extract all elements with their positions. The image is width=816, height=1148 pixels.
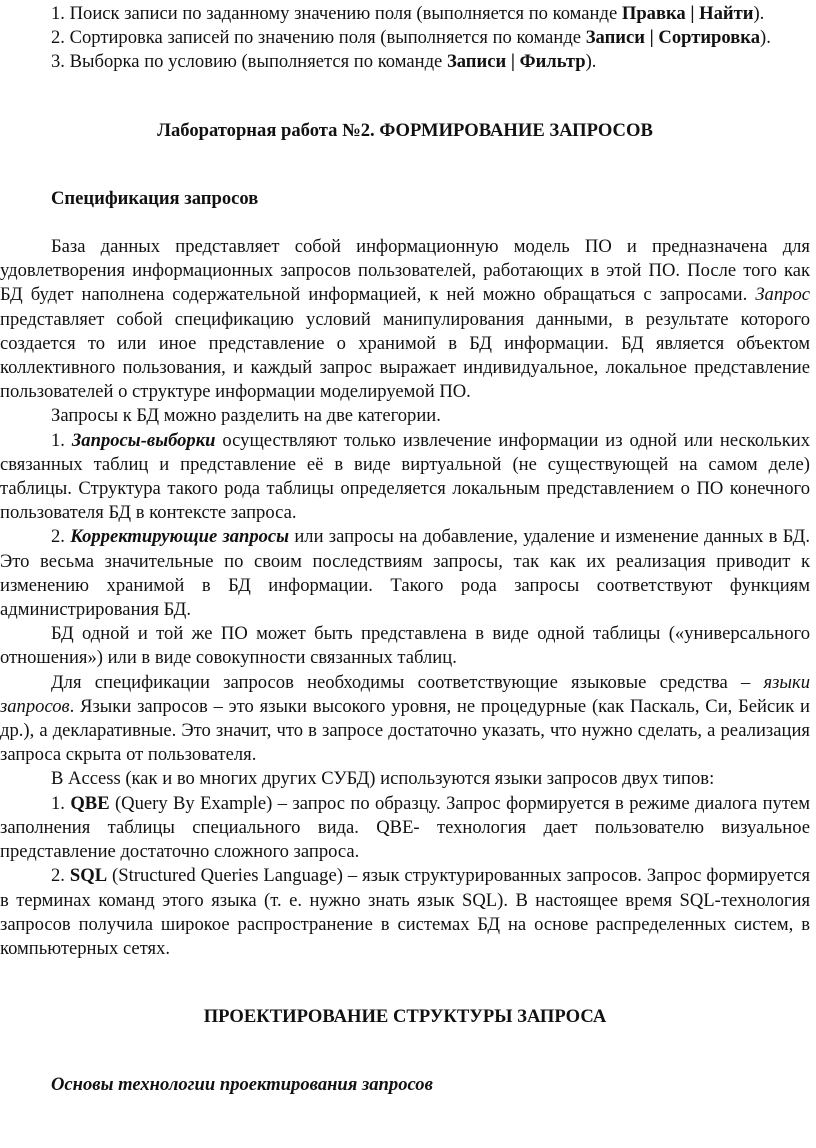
spacer [0, 143, 810, 187]
paragraph-access: В Access (как и во многих других СУБД) используются языки запросов двух типов: [51, 768, 715, 790]
paragraph-qbe: 1. QBE (Query By Example) – запрос по образцу. Запрос формируется в режиме диалога путем заполнения таблицы специального вида. QBE- технология дает пользователю визуальное представление достаточно сложного запроса. [0, 792, 810, 863]
tech-heading: Основы технологии проектирования запросов [51, 1074, 433, 1096]
list-item-2: 2. Сортировка записей по значению поля (выполняется по команде Записи | Сортировка). [51, 27, 771, 49]
paragraph-universal-relation: БД одной и той же ПО может быть представлена в виде одной таблицы («универсального отношения») или в виде совокупности связанных таблиц. [0, 623, 810, 669]
list-number: 1. [51, 3, 65, 24]
list-number: 3. [51, 51, 65, 73]
paragraph-query-languages: Для спецификации запросов необходимы соответствующие языковые средства – языки запросов. Языки запросов – это языки высокого уровня, не процедурные (как Паскаль, Си, Бейсик и др.), а декларативные. Это значит, что в запросе достаточно указать, что нужно сделать, а реализация запроса скрыта от пользователя. [0, 671, 810, 766]
list-number: 2. [51, 27, 65, 49]
spacer [0, 211, 810, 235]
menu-command: Записи [446, 51, 507, 73]
spacer [0, 961, 810, 1005]
menu-command: Правка [621, 3, 686, 24]
term-qbe: QBE [70, 792, 110, 814]
spec-heading: Спецификация запросов [51, 187, 259, 209]
paragraph-categories: Запросы к БД можно разделить на две категории. [51, 405, 441, 427]
term-sql: SQL [69, 865, 108, 887]
menu-command: Сортировка [658, 27, 761, 49]
term-select-queries: Запросы-выборки [71, 429, 216, 451]
lab-title: Лабораторная работа №2. ФОРМИРОВАНИЕ ЗАПРОСОВ [157, 119, 653, 141]
list-item-3: 3. Выборка по условию (выполняется по команде Записи | Фильтр). [51, 51, 597, 73]
term-query-languages: языки запросов [0, 671, 810, 717]
menu-command: Фильтр [519, 51, 586, 73]
menu-command: Записи [585, 27, 645, 49]
term-query: Запрос [755, 284, 810, 306]
paragraph-select-queries: 1. Запросы-выборки осуществляют только извлечение информации из одной или нескольких связанных таблиц и представление её в виде виртуальной (не существующей на самом деле) таблицы. Структура такого рода таблицы определяется локальным представлением о ПО конечного пользователя БД в контексте запроса. [0, 429, 810, 524]
design-heading: ПРОЕКТИРОВАНИЕ СТРУКТУРЫ ЗАПРОСА [203, 1006, 607, 1028]
list-item-1: 1. Поиск записи по заданному значению поля (выполняется по команде Правка | Найти). [51, 3, 765, 24]
spacer [0, 1029, 810, 1073]
paragraph-sql: 2. SQL (Structured Queries Language) – язык структурированных запросов. Запрос формируется в терминах команд этого языка (т. е. нужно знать язык SQL). В настоящее время SQL-технология запросов получила широкое распространение в системах БД на основе распределенных систем, в компьютерных сетях. [0, 865, 810, 959]
paragraph-intro: База данных представляет собой информационную модель ПО и предназначена для удовлетворения информационных запросов пользователей, работающих в этой ПО. После того как БД будет наполнена содержательной информацией, к ней можно обращаться с запросами. Запрос представляет собой спецификацию условий манипулирования данными, в результате которого создается то или иное представление о хранимой в БД информации. БД является объектом коллективного пользования, и каждый запрос выражает индивидуальное, локальное представление пользователей о структуре информации моделируемой ПО. [0, 236, 810, 403]
document-content [0, 2, 810, 1098]
term-action-queries: Корректирующие запросы [70, 526, 290, 548]
spacer [0, 75, 810, 119]
menu-command: Найти [699, 3, 754, 24]
paragraph-action-queries: 2. Корректирующие запросы или запросы на добавление, удаление и изменение данных в БД. Это весьма значительные по своим последствиям запросы, так как их реализация приводит к изменению хранимой в БД информации. Такого рода запросы соответствуют функциям администрирования БД. [0, 526, 811, 621]
